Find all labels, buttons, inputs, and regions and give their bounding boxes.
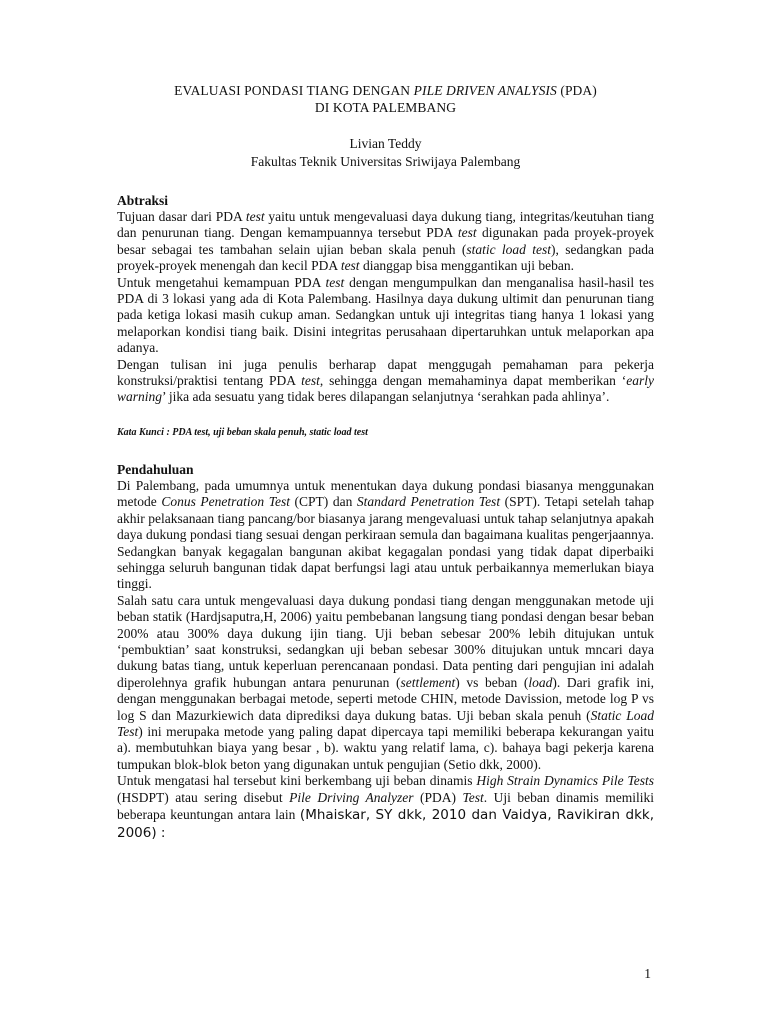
abstract-paragraph-2 (117, 275, 654, 357)
title-line-1: EVALUASI PONDASI TIANG DENGAN PILE DRIVEN ANALYSIS (PDA) (174, 83, 597, 98)
author-name: Livian Teddy (349, 136, 422, 151)
paper-title (117, 82, 654, 116)
text-run: digunakan pada proyek-proyek besar sebagai tes tambahan selain ujian beban skala penuh ( (117, 225, 654, 257)
italic-term: settlement (400, 674, 456, 690)
intro-paragraph-1 (117, 478, 654, 593)
text-run: Salah satu cara untuk mengevaluasi daya dukung pondasi tiang dengan menggunakan metode uji beban statik (Hardjsaputra,H, 2006) yaitu pembebanan langsung tiang pondasi dengan besar beban 200% atau 300% daya dukung ijin tiang. Uji beban sebesar 200% lebih ditujukan untuk ‘pembuktian’ saat konstruksi, sedangkan uji beban sebesar 300% ditujukan untuk mncari daya dukung batas tiang, untuk keperluan perencanaan pondasi. Data penting dari pengujian ini adalah diperolehnya grafik hubungan antara penurunan ( (117, 592, 654, 690)
paper-page (117, 82, 654, 842)
italic-term: Test (462, 789, 484, 805)
text-run: Tujuan dasar dari PDA (117, 209, 246, 224)
italic-term: early warning (117, 373, 654, 405)
keywords: Kata Kunci : PDA test, uji beban skala penuh, static load test (117, 426, 368, 438)
text-run: (HSDPT) atau sering disebut (117, 789, 290, 805)
italic-term: test (245, 209, 265, 224)
intro-heading: Pendahuluan (117, 461, 194, 477)
abstract-paragraph-1 (117, 209, 654, 275)
text-run: ) vs beban ( (455, 674, 529, 690)
author-affiliation: Fakultas Teknik Universitas Sriwijaya Palembang (250, 154, 521, 169)
text-run: yaitu untuk mengevaluasi daya dukung tiang, integritas/keutuhan tiang dan penurunan tiang. Dengan kemampuannya tersebut PDA (117, 209, 654, 241)
intro-paragraph-3 (117, 773, 654, 842)
text-run: ). Dari grafik ini, dengan menggunakan berbagai metode, seperti metode CHIN, metode Davission, metode log P vs log S dan Mazurkiewich data diprediksi daya dukung batas. Uji beban skala penuh ( (117, 674, 654, 723)
italic-term: Conus Penetration Test (161, 494, 290, 510)
text-run: Untuk mengetahui kemampuan PDA (117, 274, 326, 290)
text-run: dianggap bisa menggantikan uji beban. (359, 258, 575, 274)
text-run: Di Palembang, pada umumnya untuk menentukan daya dukung pondasi biasanya menggunakan metode (117, 477, 654, 510)
intro-citation: (Mhaiskar, SY dkk, 2010 dan Vaidya, Ravikiran dkk, 2006) : (117, 807, 654, 841)
intro-paragraph-2 (117, 593, 654, 773)
italic-term: load (528, 674, 553, 690)
italic-term: Static Load Test (117, 707, 654, 739)
italic-term: Standard Penetration Test (356, 494, 501, 510)
italic-term: High Strain Dynamics Pile Tests (476, 773, 654, 789)
text-run: (PDA) (413, 789, 463, 805)
abstract-paragraph-3 (117, 357, 654, 406)
italic-term: test (301, 373, 320, 389)
italic-term: static load test (466, 241, 551, 257)
text-run: ) ini merupaka metode yang paling dapat dipercaya tapi memiliki beberapa kekurangan yaitu a). membutuhkan biaya yang besar , b). waktu yang relatif lama, c). bahaya bagi pekerja karena tumpukan blok-blok beton yang digunakan untuk pengujian (Setio dkk, 2000). (117, 723, 654, 772)
abstract-heading: Abtraksi (117, 193, 169, 208)
text-run: (SPT). Tetapi setelah tahap akhir pelaksanaan tiang pancang/bor biasanya jarang mengevaluasi untuk tahap selanjutnya apakah daya dukung pondasi tiang sesuai dengan perkiraan semula dan bagaimana kualitas pengerjaannya. Sedangkan banyak kegagalan bangunan akibat kegagalan pondasi yang tidak dapat diperbaiki sehingga seluruh bangunan tidak dapat berfungsi lagi atau untuk perbaikannya memerlukan biaya tinggi. (117, 494, 654, 592)
text-run: dengan mengumpulkan dan menganalisa hasil-hasil tes PDA di 3 lokasi yang ada di Kota Palembang. Hasilnya daya dukung ultimit dan penurunan tiang pada ketiga lokasi masih cukup aman. Sedangkan untuk uji integritas tiang hanya 1 lokasi yang melaporkan kondisi tiang baik. Disini integritas perusahaan dipertaruhkan untuk melaporkan apa adanya. (117, 274, 655, 356)
text-run: Untuk mengatasi hal tersebut kini berkembang uji beban dinamis (117, 773, 477, 789)
title-line-2: DI KOTA PALEMBANG (314, 100, 457, 115)
text-run: ’ jika ada sesuatu yang tidak beres dilapangan selanjutnya ‘serahkan pada ahlinya’. (162, 389, 610, 405)
text-run: Dengan tulisan ini juga penulis berharap dapat menggugah pemahaman para pekerja konstruksi/praktisi tentang PDA (117, 356, 654, 389)
italic-term: test (340, 258, 360, 274)
italic-term: test (457, 225, 477, 241)
text-run: ), sedangkan pada proyek-proyek menengah dan kecil PDA (117, 241, 654, 274)
text-run: (CPT) dan (289, 494, 357, 510)
author-block (117, 135, 654, 171)
text-run: , sehingga dengan memahaminya dapat memberikan ‘ (319, 373, 627, 389)
italic-term: Pile Driving Analyzer (289, 789, 414, 805)
text-run: . Uji beban dinamis memiliki beberapa keuntungan antara lain (117, 789, 655, 822)
italic-term: test (325, 274, 345, 290)
page-number: 1 (644, 966, 651, 981)
